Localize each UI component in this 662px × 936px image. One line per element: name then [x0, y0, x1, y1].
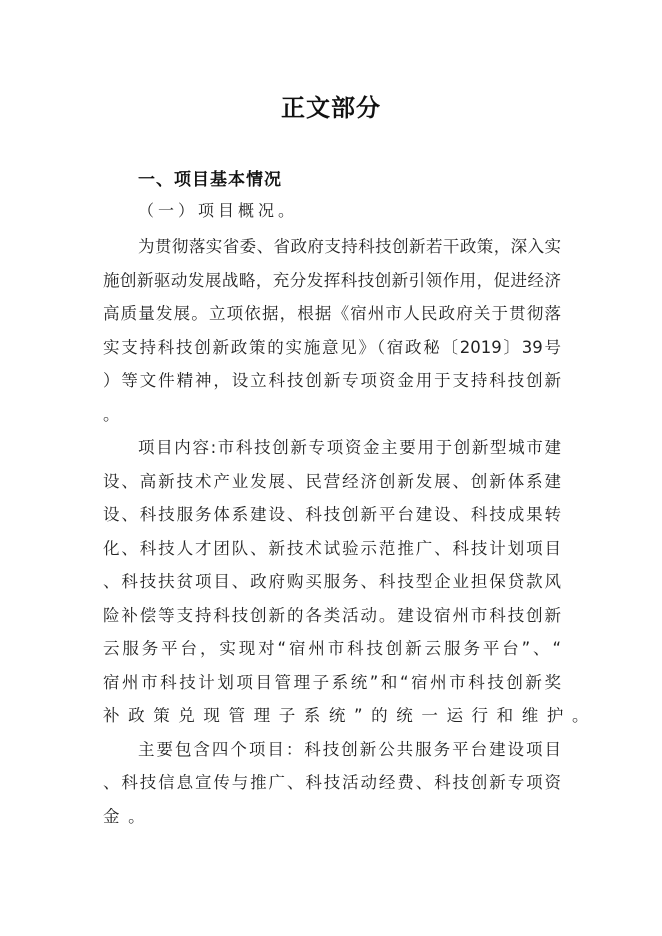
paragraph-line: 主要包含四个项目：科技创新公共服务平台建设项目 [138, 739, 561, 759]
paragraph-line: 险补偿等支持科技创新的各类活动。建设宿州市科技创新 [103, 605, 561, 625]
subsection-heading: （一）项目概况。 [138, 201, 299, 220]
paragraph-line: 、科技信息宣传与推广、科技活动经费、科技创新专项资 [103, 773, 561, 792]
paragraph-line: 实支持科技创新政策的实施意见》（宿政秘〔2019〕39号 [103, 337, 561, 357]
paragraph-line: 设、高新技术产业发展、民营经济创新发展、创新体系建 [103, 471, 561, 491]
paragraph-line: 施创新驱动发展战略，充分发挥科技创新引领作用，促进经济 [103, 270, 561, 290]
paragraph-line: 。 [103, 404, 129, 424]
section-heading: 一、项目基本情况 [138, 170, 282, 190]
paragraph-line: 化、科技人才团队、新技术试验示范推广、科技计划项目 [103, 538, 561, 558]
paragraph-line: 补政策兑现管理子系统”的统一运行和维护。 [103, 706, 598, 725]
paragraph-line: ）等文件精神，设立科技创新专项资金用于支持科技创新 [103, 371, 561, 390]
paragraph-line: 为贯彻落实省委、省政府支持科技创新若干政策，深入实 [138, 237, 561, 256]
paragraph-line: 、科技扶贫项目、政府购买服务、科技型企业担保贷款风 [103, 572, 561, 591]
paragraph-line: 宿州市科技计划项目管理子系统”和“宿州市科技创新奖 [103, 672, 561, 692]
paragraph-line: 项目内容:市科技创新专项资金主要用于创新型城市建 [138, 438, 561, 457]
paragraph-line: 金。 [103, 806, 154, 826]
body-text [103, 230, 598, 833]
paragraph-line: 设、科技服务体系建设、科技创新平台建设、科技成果转 [103, 505, 561, 524]
paragraph-line: 高质量发展。立项依据，根据《宿州市人民政府关于贯彻落 [103, 304, 561, 323]
page-title: 正文部分 [281, 93, 381, 122]
paragraph-line: 云服务平台，实现对“宿州市科技创新云服务平台”、“ [103, 639, 561, 658]
